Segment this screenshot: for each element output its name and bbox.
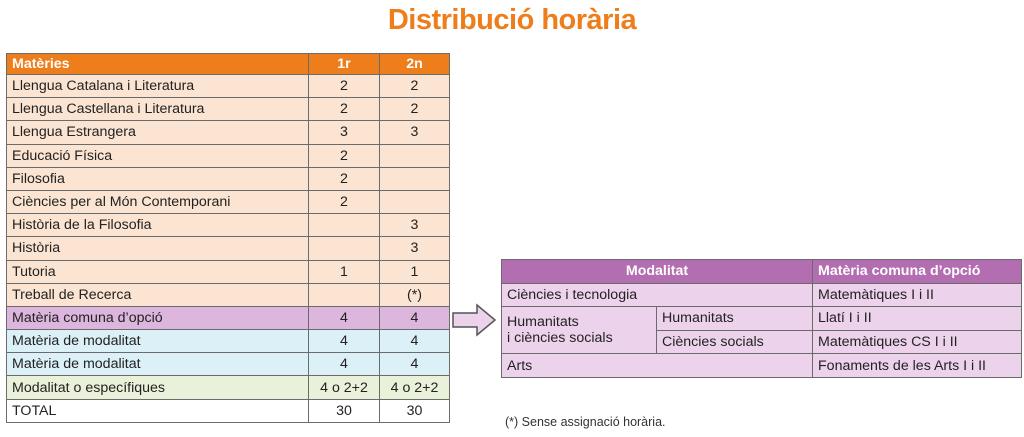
hours-first-cell: 3 bbox=[309, 121, 380, 144]
hours-first-cell: 4 bbox=[309, 306, 380, 329]
hours-first-cell: 2 bbox=[309, 98, 380, 121]
table-row bbox=[7, 306, 450, 329]
hours-first-cell: 1 bbox=[309, 260, 380, 283]
hours-second-cell bbox=[380, 144, 450, 167]
subject-cell: Tutoria bbox=[7, 260, 309, 283]
hours-second-cell bbox=[380, 167, 450, 190]
hours-second-cell: (*) bbox=[380, 283, 450, 306]
table-row bbox=[7, 376, 450, 399]
subject-cell: Història de la Filosofia bbox=[7, 214, 309, 237]
common-subject-cell: Matemàtiques I i II bbox=[813, 283, 1022, 307]
hours-second-cell: 3 bbox=[380, 121, 450, 144]
hours-second-cell: 2 bbox=[380, 75, 450, 98]
total-second-cell: 30 bbox=[380, 399, 450, 422]
hours-first-cell: 4 o 2+2 bbox=[309, 376, 380, 399]
modality-table bbox=[501, 259, 1022, 378]
table-row bbox=[7, 283, 450, 306]
table-row bbox=[502, 354, 1022, 378]
column-header-modality: Modalitat bbox=[502, 260, 813, 284]
submodality-cell: Ciències socials bbox=[657, 330, 813, 354]
schedule-table bbox=[6, 53, 450, 423]
column-header-second-year: 2n bbox=[380, 54, 450, 75]
table-row bbox=[502, 283, 1022, 307]
table-row bbox=[7, 190, 450, 213]
subject-cell: Llengua Castellana i Literatura bbox=[7, 98, 309, 121]
table-row bbox=[7, 214, 450, 237]
subject-cell: Llengua Estrangera bbox=[7, 121, 309, 144]
modality-group-line: Humanitats bbox=[507, 314, 579, 331]
submodality-cell: Humanitats bbox=[657, 307, 813, 331]
modality-group-cell bbox=[502, 307, 657, 354]
table-row bbox=[7, 167, 450, 190]
subject-cell: Llengua Catalana i Literatura bbox=[7, 75, 309, 98]
hours-first-cell: 2 bbox=[309, 167, 380, 190]
hours-second-cell: 4 bbox=[380, 306, 450, 329]
hours-second-cell: 2 bbox=[380, 98, 450, 121]
total-label-cell: TOTAL bbox=[7, 399, 309, 422]
subject-cell: Matèria comuna d’opció bbox=[7, 306, 309, 329]
column-header-common-subject: Matèria comuna d’opció bbox=[813, 260, 1022, 284]
subject-cell: Educació Física bbox=[7, 144, 309, 167]
column-header-subjects: Matèries bbox=[7, 54, 309, 75]
table-row bbox=[7, 144, 450, 167]
total-first-cell: 30 bbox=[309, 399, 380, 422]
hours-first-cell: 2 bbox=[309, 190, 380, 213]
hours-second-cell: 4 o 2+2 bbox=[380, 376, 450, 399]
right-arrow-icon bbox=[451, 303, 497, 337]
subject-cell: Matèria de modalitat bbox=[7, 353, 309, 376]
table-row bbox=[7, 121, 450, 144]
table-row bbox=[502, 307, 1022, 331]
subject-cell: Ciències per al Món Contemporani bbox=[7, 190, 309, 213]
hours-first-cell bbox=[309, 237, 380, 260]
hours-first-cell: 2 bbox=[309, 75, 380, 98]
table-row bbox=[7, 260, 450, 283]
common-subject-cell: Fonaments de les Arts I i II bbox=[813, 354, 1022, 378]
total-row bbox=[7, 399, 450, 422]
table-row bbox=[7, 237, 450, 260]
hours-first-cell: 4 bbox=[309, 330, 380, 353]
subject-cell: Modalitat o específiques bbox=[7, 376, 309, 399]
hours-second-cell bbox=[380, 190, 450, 213]
hours-first-cell bbox=[309, 283, 380, 306]
modality-cell: Ciències i tecnologia bbox=[502, 283, 813, 307]
table-header-row bbox=[7, 54, 450, 75]
table-row bbox=[7, 75, 450, 98]
modality-cell: Arts bbox=[502, 354, 813, 378]
hours-second-cell: 1 bbox=[380, 260, 450, 283]
modality-header-row bbox=[502, 260, 1022, 284]
subject-cell: Història bbox=[7, 237, 309, 260]
hours-first-cell: 4 bbox=[309, 353, 380, 376]
hours-second-cell: 4 bbox=[380, 330, 450, 353]
subject-cell: Matèria de modalitat bbox=[7, 330, 309, 353]
subject-cell: Filosofia bbox=[7, 167, 309, 190]
hours-second-cell: 3 bbox=[380, 237, 450, 260]
common-subject-cell: Llatí I i II bbox=[813, 307, 1022, 331]
table-row bbox=[7, 98, 450, 121]
hours-second-cell: 4 bbox=[380, 353, 450, 376]
subject-cell: Treball de Recerca bbox=[7, 283, 309, 306]
hours-second-cell: 3 bbox=[380, 214, 450, 237]
footnote: (*) Sense assignació horària. bbox=[505, 415, 666, 429]
modality-group-line: i ciències socials bbox=[507, 330, 613, 347]
hours-first-cell bbox=[309, 214, 380, 237]
common-subject-cell: Matemàtiques CS I i II bbox=[813, 330, 1022, 354]
hours-first-cell: 2 bbox=[309, 144, 380, 167]
table-row bbox=[7, 353, 450, 376]
column-header-first-year: 1r bbox=[309, 54, 380, 75]
page-title: Distribució horària bbox=[387, 4, 637, 36]
table-row bbox=[7, 330, 450, 353]
